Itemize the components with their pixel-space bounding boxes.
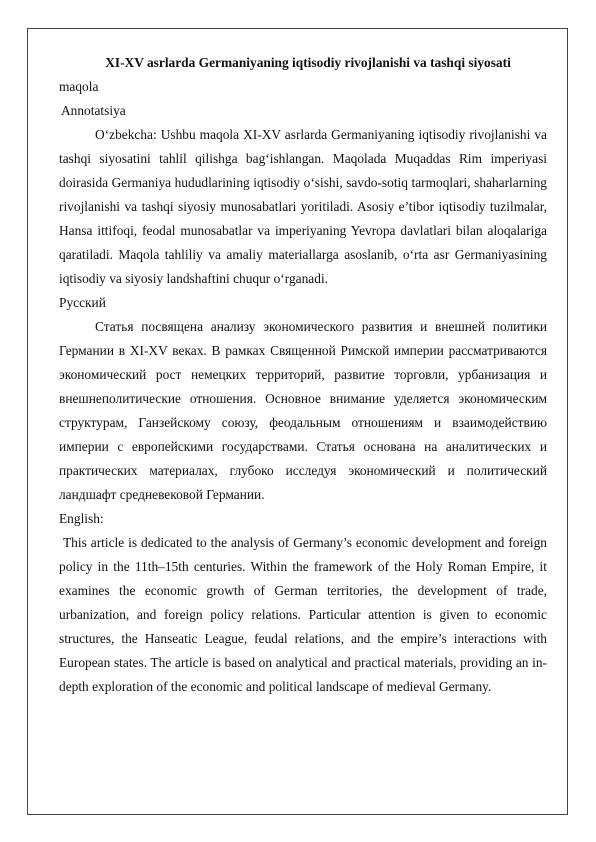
article-content: [59, 51, 547, 699]
article-title: XI-XV asrlarda Germaniyaning iqtisodiy rivojlanishi va tashqi siyosati: [105, 55, 511, 70]
english-abstract: This article is dedicated to the analysis of Germany’s economic development and foreign policy in the 11th–15th centuries. Within the framework of the Holy Roman Empire, it examines the economic growth of German territories, the development of trade, urbanization, and foreign policy relations. Particular attention is given to economic structures, the Hanseatic League, feudal relations, and the empire’s interactions with European states. The article is based on analytical and practical materials, providing an in-depth exploration of the economic and political landscape of medieval Germany.: [59, 535, 547, 694]
russian-abstract: Статья посвящена анализу экономического развития и внешней политики Германии в XI-XV веках. В рамках Священной Римской империи рассматриваются экономический рост немецких территорий, развитие торговли, урбанизация и внешнеполитические отношения. Основное внимание уделяется экономическим структурам, Ганзейскому союзу, феодальным отношениям и взаимодействию империи с европейскими государствами. Статья основана на аналитических и практических материалах, глубоко исследуя экономический и политический ландшафт средневековой Германии.: [59, 319, 547, 502]
annotation-heading: Annotatsiya: [61, 103, 126, 118]
document-type: maqola: [59, 79, 99, 94]
english-label: English:: [59, 511, 104, 526]
uzbek-abstract: O‘zbekcha: Ushbu maqola XI-XV asrlarda Germaniyaning iqtisodiy rivojlanishi va tashqi siyosatini tahlil qilishga bag‘ishlangan. Maqolada Muqaddas Rim imperiyasi doirasida Germaniya hududlarining iqtisodiy o‘sishi, savdo-sotiq tarmoqlari, shaharlarning rivojlanishi va tashqi siyosiy munosabatlari yoritiladi. Asosiy e’tibor iqtisodiy tuzilmalar, Hansa ittifoqi, feodal munosabatlar va imperiyaning Yevropa davlatlari bilan aloqalariga qaratiladi. Maqola tahliliy va amaliy materiallarga asoslanib, o‘rta asr Germaniyasining iqtisodiy va siyosiy landshaftini chuqur o‘rganadi.: [59, 127, 547, 286]
russian-label: Русский: [59, 295, 106, 310]
